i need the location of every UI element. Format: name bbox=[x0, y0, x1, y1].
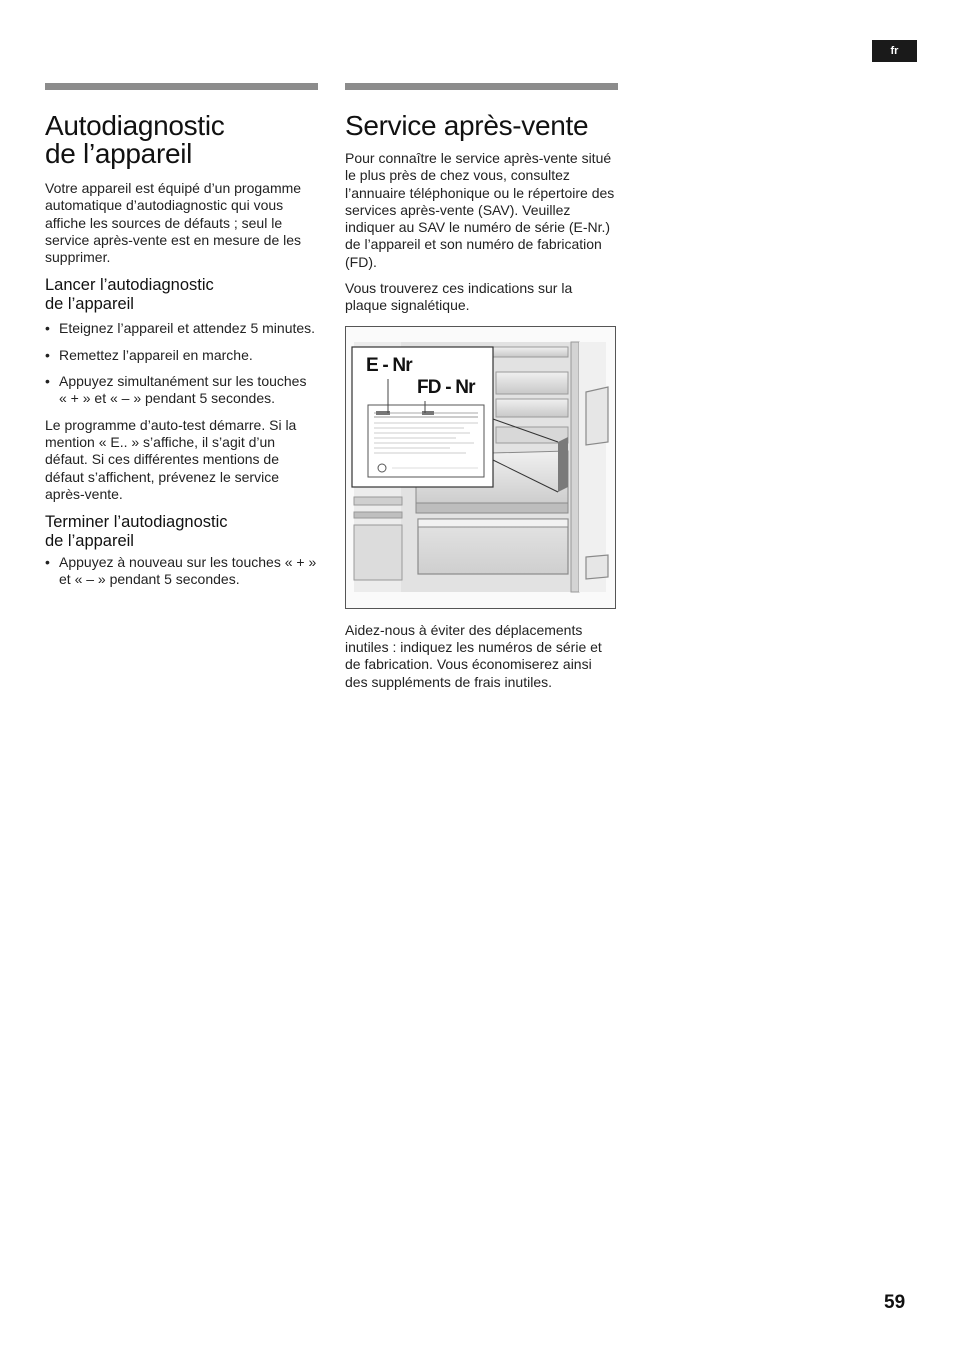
page-number: 59 bbox=[884, 1292, 906, 1313]
end-steps-list bbox=[45, 554, 318, 589]
list-item: • Appuyez à nouveau sur les touches « + » et « – » pendant 5 secondes. bbox=[45, 554, 318, 589]
service-title: Service après-vente bbox=[345, 110, 589, 141]
advice-paragraph: Aidez-nous à éviter des déplacements inutiles : indiquez les numéros de série et de fabrication. Vous économiserez ainsi des suppléments de frais inutiles. bbox=[345, 621, 602, 690]
rating-plate-paragraph: Vous trouverez ces indications sur la plaque signalétique. bbox=[345, 280, 573, 314]
e-nr-label: E - Nr bbox=[366, 354, 412, 376]
fd-nr-label: FD - Nr bbox=[417, 376, 475, 398]
section-rule bbox=[45, 83, 318, 90]
left-column bbox=[45, 83, 318, 589]
start-steps-list bbox=[45, 320, 318, 407]
list-item: • Eteignez l’appareil et attendez 5 minutes. bbox=[45, 320, 318, 337]
language-tab: fr bbox=[872, 40, 917, 62]
start-autodiagnostic-heading: Lancer l’autodiagnostic de l’appareil bbox=[45, 276, 214, 314]
service-paragraph: Pour connaître le service après-vente situé le plus près de chez vous, consultez l’annuaire téléphonique ou le répertoire des services après-vente (SAV). Veuillez indiquer au SAV le numéro de série (E-Nr.) de l’appareil et son numéro de fabrication (FD). bbox=[345, 150, 615, 270]
section-rule bbox=[345, 83, 618, 90]
end-autodiagnostic-heading: Terminer l’autodiagnostic de l’appareil bbox=[45, 513, 228, 551]
list-item: • Appuyez simultanément sur les touches « + » et « – » pendant 5 secondes. bbox=[45, 373, 318, 408]
right-column bbox=[345, 83, 618, 691]
list-item: • Remettez l’appareil en marche. bbox=[45, 347, 318, 364]
error-paragraph: Le programme d’auto-test démarre. Si la mention « E.. » s’affiche, il s’agit d’un défaut. Si ces différentes mentions de défaut s’affichent, prévenez le service après-vente. bbox=[45, 416, 297, 502]
autodiagnostic-title: Autodiagnostic de l’appareil bbox=[45, 110, 225, 169]
autodiagnostic-intro: Votre appareil est équipé d’un progamme automatique d’autodiagnostic qui vous affiche les sources de défauts ; seul le service après-vente est en mesure de les supprimer. bbox=[45, 180, 302, 266]
rating-plate-illustration bbox=[345, 326, 616, 609]
